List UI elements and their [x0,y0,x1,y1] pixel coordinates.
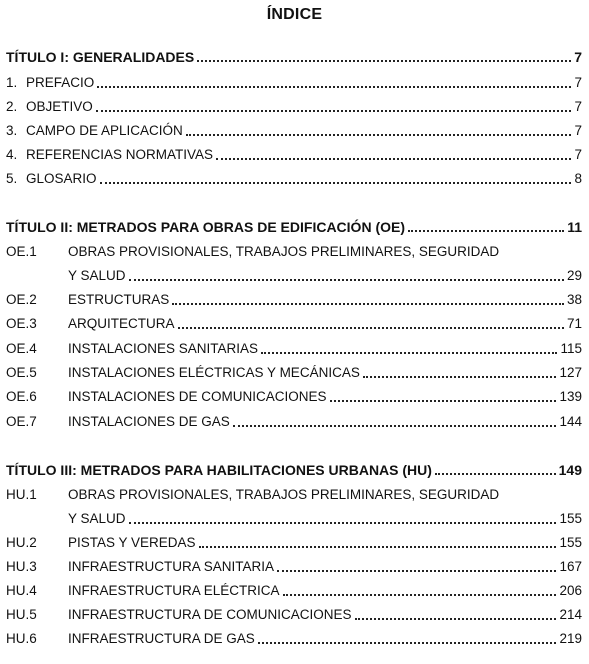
toc-page-number: 206 [559,583,582,598]
toc-entry-label: ARQUITECTURA [68,316,175,331]
toc-entry-label: OBRAS PROVISIONALES, TRABAJOS PRELIMINARES, SEGURIDAD [68,487,500,502]
toc-page-number: 144 [559,414,582,429]
toc-page-number: 167 [559,559,582,574]
toc-entry-hu1-line2[interactable] [6,510,582,528]
toc-entry-oe4[interactable] [6,340,582,358]
leader-dots [199,542,557,548]
toc-entry-hu4[interactable] [6,582,582,600]
toc-entry-code: OE.5 [6,365,37,380]
toc-page-number: 127 [559,365,582,380]
toc-page-number: 71 [566,316,582,331]
leader-dots [97,82,571,88]
toc-entry-label: INSTALACIONES DE GAS [68,414,230,429]
toc-entry-label: INFRAESTRUCTURA DE GAS [68,631,255,646]
leader-dots [363,372,557,378]
toc-entry-label: GLOSARIO [26,171,97,186]
toc-heading-titulo-iii[interactable] [6,461,582,479]
toc-page-number: 38 [566,292,582,307]
toc-entry-label: ESTRUCTURAS [68,292,170,307]
toc-page-number: 139 [559,389,582,404]
leader-dots [233,421,557,427]
leader-dots [435,469,556,475]
toc-page-number: 214 [559,607,582,622]
toc-entry-label: PREFACIO [26,75,95,90]
toc-page-number: 7 [574,99,582,114]
toc-page-number: 149 [558,462,582,478]
toc-entry-label-continued: Y SALUD [68,268,126,283]
page-title: ÍNDICE [266,6,323,23]
toc-entry-glosario[interactable] [6,170,582,188]
toc-entry-label: REFERENCIAS NORMATIVAS [26,147,214,162]
toc-entry-code: OE.2 [6,292,37,307]
toc-entry-oe7[interactable] [6,413,582,431]
toc-entry-code: HU.6 [6,631,37,646]
toc-entry-oe5[interactable] [6,364,582,382]
toc-entry-code: OE.4 [6,341,37,356]
toc-entry-number: 3. [6,123,18,138]
toc-page-number: 11 [567,219,582,235]
toc-entry-code: OE.1 [6,244,37,259]
toc-page-number: 7 [574,123,582,138]
toc-entry-code: HU.1 [6,487,37,502]
toc-heading-titulo-ii[interactable] [6,218,582,236]
toc-entry-label: INFRAESTRUCTURA DE COMUNICACIONES [68,607,352,622]
toc-entry-number: 5. [6,171,18,186]
toc-page-number: 219 [559,631,582,646]
toc-entry-hu5[interactable] [6,606,582,624]
toc-page-number: 155 [559,511,582,526]
leader-dots [277,566,556,572]
toc-entry-oe6[interactable] [6,388,582,406]
leader-dots [129,275,564,281]
leader-dots [330,396,557,402]
leader-dots [197,56,571,62]
toc-entry-oe2[interactable] [6,291,582,309]
leader-dots [96,106,572,112]
toc-entry-label: INSTALACIONES DE COMUNICACIONES [68,389,327,404]
toc-entry-oe1-line2[interactable] [6,267,582,285]
leader-dots [408,226,564,232]
toc-entry-objetivo[interactable] [6,98,582,116]
toc-entry-code: OE.3 [6,316,37,331]
toc-heading-label: TÍTULO II: METRADOS PARA OBRAS DE EDIFICACIÓN (OE) [6,219,405,235]
toc-entry-referencias-normativas[interactable] [6,146,582,164]
toc-heading-label: TÍTULO I: GENERALIDADES [6,49,195,65]
toc-entry-number: 2. [6,99,18,114]
toc-entry-label-continued: Y SALUD [68,511,126,526]
toc-entry-oe1-line1[interactable] [6,243,499,261]
toc-entry-hu3[interactable] [6,558,582,576]
leader-dots [172,299,564,305]
toc-page-number: 8 [574,171,582,186]
toc-entry-label: CAMPO DE APLICACIÓN [26,123,183,138]
toc-entry-hu6[interactable] [6,630,582,648]
toc-entry-label: INFRAESTRUCTURA SANITARIA [68,559,275,574]
leader-dots [258,638,557,644]
toc-page-number: 7 [574,147,582,162]
toc-entry-hu1-line1[interactable] [6,486,499,504]
toc-entry-label: INSTALACIONES ELÉCTRICAS Y MECÁNICAS [68,365,360,380]
leader-dots [129,518,557,524]
toc-page-number: 115 [560,341,582,356]
leader-dots [186,130,572,136]
toc-entry-code: HU.5 [6,607,37,622]
toc-page-number: 7 [574,49,582,65]
leader-dots [216,154,571,160]
toc-page-number: 29 [566,268,582,283]
toc-entry-code: OE.6 [6,389,37,404]
toc-entry-campo-de-aplicacion[interactable] [6,122,582,140]
toc-page-number: 155 [559,535,582,550]
toc-entry-hu2[interactable] [6,534,582,552]
leader-dots [261,348,557,354]
leader-dots [283,590,557,596]
leader-dots [355,614,557,620]
toc-entry-prefacio[interactable] [6,74,582,92]
leader-dots [178,323,564,329]
toc-entry-number: 1. [6,75,18,90]
toc-entry-code: OE.7 [6,414,37,429]
toc-page-number: 7 [574,75,582,90]
toc-entry-code: HU.2 [6,535,37,550]
leader-dots [100,178,572,184]
toc-entry-code: HU.4 [6,583,37,598]
toc-entry-label: PISTAS Y VEREDAS [68,535,196,550]
toc-entry-label: OBJETIVO [26,99,93,114]
toc-entry-label: INFRAESTRUCTURA ELÉCTRICA [68,583,280,598]
toc-entry-number: 4. [6,147,18,162]
toc-heading-titulo-i[interactable] [6,48,582,66]
toc-entry-oe3[interactable] [6,315,582,333]
toc-entry-label: OBRAS PROVISIONALES, TRABAJOS PRELIMINARES, SEGURIDAD [68,244,500,259]
toc-entry-code: HU.3 [6,559,37,574]
toc-heading-label: TÍTULO III: METRADOS PARA HABILITACIONES URBANAS (HU) [6,462,432,478]
toc-entry-label: INSTALACIONES SANITARIAS [68,341,259,356]
